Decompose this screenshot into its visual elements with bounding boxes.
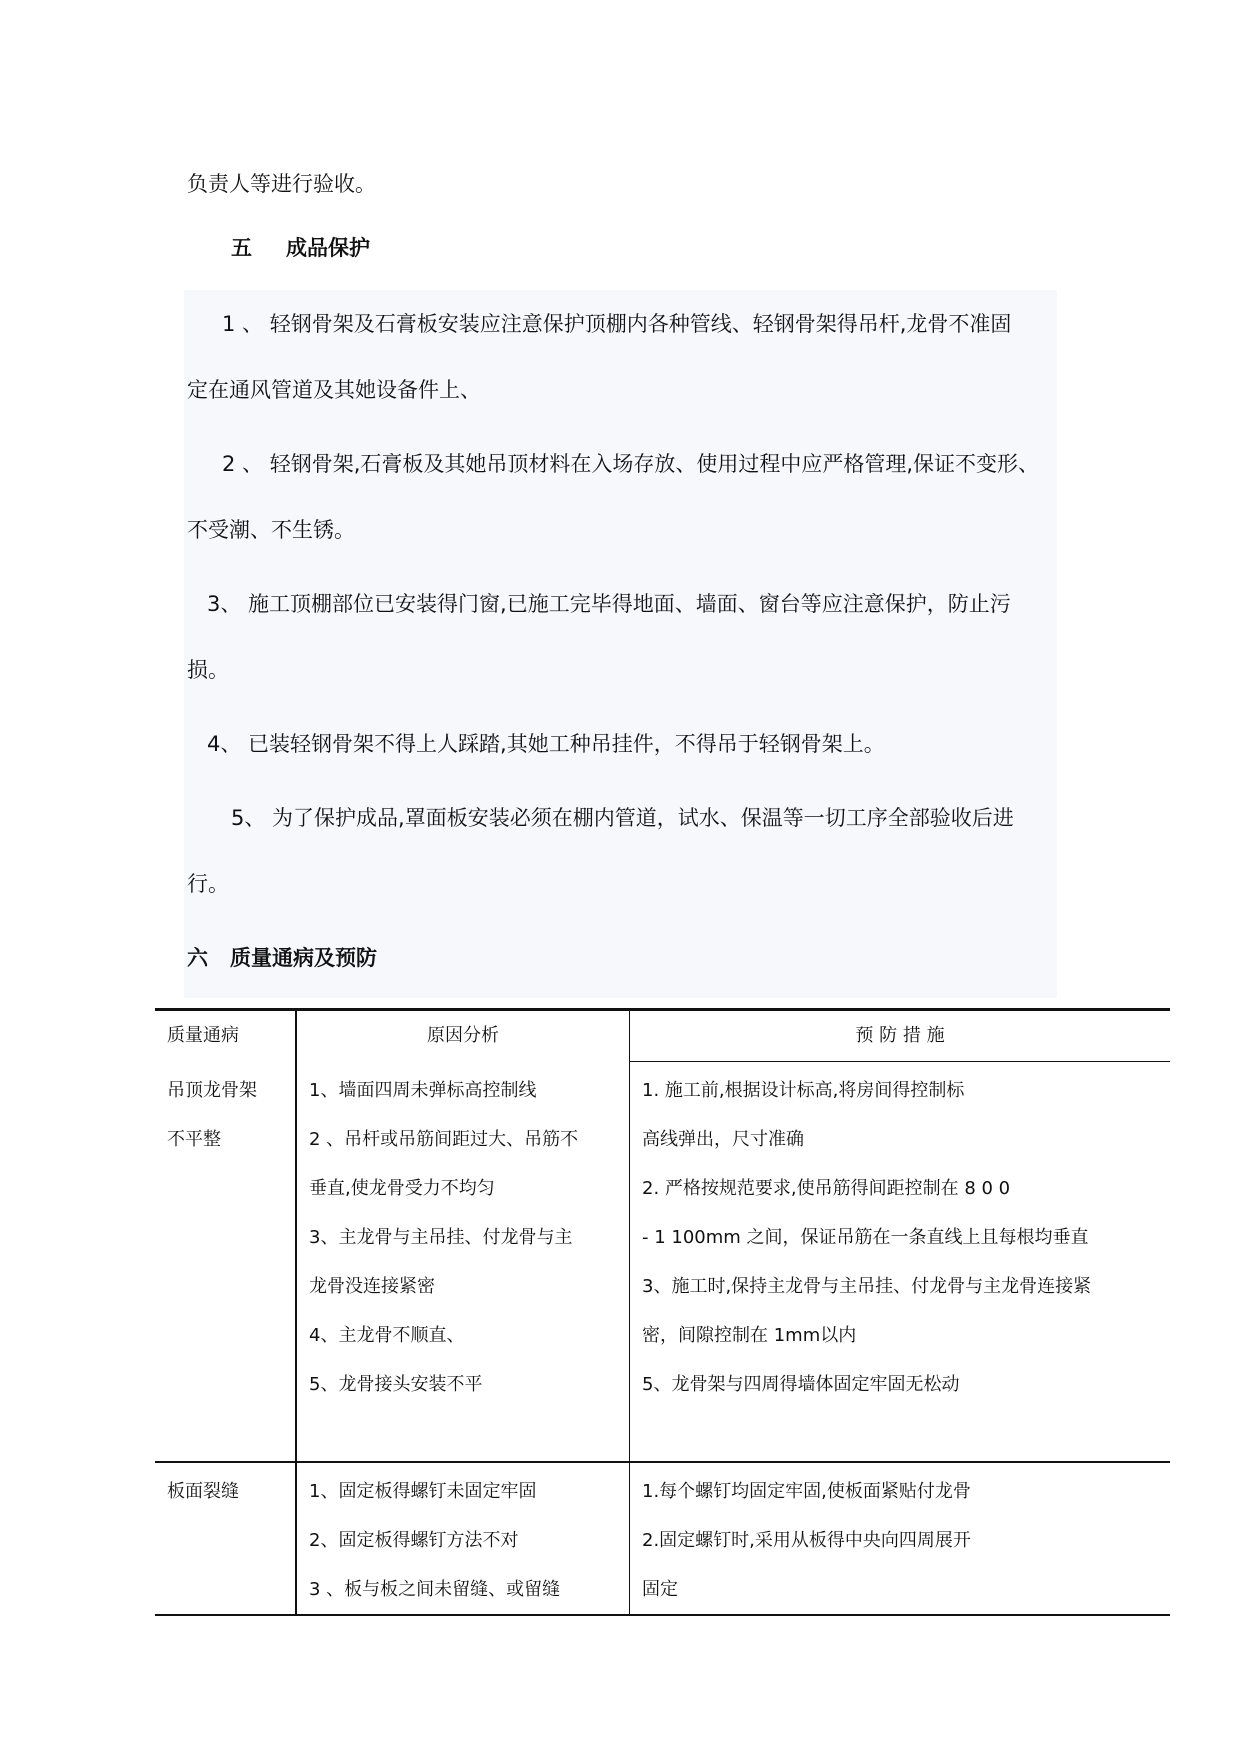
cause-line: 2、固定板得螺钉方法不对 xyxy=(309,1530,519,1551)
measure-line: 高线弹出，尺寸准确 xyxy=(642,1129,804,1150)
header-measures: 预 防 措 施 xyxy=(630,1010,1171,1062)
section-5-number: 五 xyxy=(231,236,252,260)
header-problem: 质量通病 xyxy=(155,1010,296,1062)
section-5-title: 成品保护 xyxy=(286,236,370,260)
intro-line: 负责人等进行验收。 xyxy=(187,172,376,196)
cause-line: 5、龙骨接头安装不平 xyxy=(309,1373,483,1395)
quality-table xyxy=(155,1008,1170,1616)
measure-line: 1.每个螺钉均固定牢固,使板面紧贴付龙骨 xyxy=(642,1481,971,1502)
measure-line: 3、施工时,保持主龙骨与主吊挂、付龙骨与主龙骨连接紧 xyxy=(642,1276,1092,1297)
measure-line: 1. 施工前,根据设计标高,将房间得控制标 xyxy=(642,1080,965,1101)
header-causes: 原因分析 xyxy=(296,1010,630,1062)
section-6-number: 六 xyxy=(187,946,208,970)
measure-line: 密，间隙控制在 1mm以内 xyxy=(642,1325,857,1346)
measures-cell xyxy=(630,1062,1171,1463)
cause-line: 垂直,使龙骨受力不均匀 xyxy=(309,1177,495,1199)
section-5-line-4: 不受潮、不生锈。 xyxy=(187,518,355,542)
section-5-line-8: 5、 为了保护成品,罩面板安装必须在棚内管道，试水、保温等一切工序全部验收后进 xyxy=(231,806,1014,830)
table-row xyxy=(155,1062,1170,1463)
cause-line: 2 、吊杆或吊筋间距过大、吊筋不 xyxy=(309,1128,579,1150)
table-row xyxy=(155,1462,1170,1615)
measure-line: 固定 xyxy=(642,1579,678,1600)
section-5-line-9: 行。 xyxy=(187,872,229,896)
section-6-heading xyxy=(187,944,377,972)
section-6-title: 质量通病及预防 xyxy=(230,946,377,970)
table-header-row xyxy=(155,1010,1170,1062)
cause-line: 3 、板与板之间未留缝、或留缝 xyxy=(309,1579,561,1600)
problem-line: 不平整 xyxy=(167,1128,221,1150)
section-5-line-1: 1 、 轻钢骨架及石膏板安装应注意保护顶棚内各种管线、轻钢骨架得吊杆,龙骨不准固 xyxy=(222,312,1012,336)
section-5-line-2: 定在通风管道及其她设备件上、 xyxy=(187,378,481,402)
cause-line: 4、主龙骨不顺直、 xyxy=(309,1324,465,1346)
measures-cell xyxy=(630,1462,1171,1615)
causes-cell xyxy=(296,1462,630,1615)
cause-line: 龙骨没连接紧密 xyxy=(309,1275,435,1297)
section-5-line-5: 3、 施工顶棚部位已安装得门窗,已施工完毕得地面、墙面、窗台等应注意保护，防止污 xyxy=(207,592,1011,616)
causes-cell xyxy=(296,1062,630,1463)
section-5-line-7: 4、 已装轻钢骨架不得上人踩踏,其她工种吊挂件，不得吊于轻钢骨架上。 xyxy=(207,732,885,756)
measure-line: 2. 严格按规范要求,使吊筋得间距控制在 8 0 0 xyxy=(642,1178,1011,1199)
section-5-line-3: 2 、 轻钢骨架,石膏板及其她吊顶材料在入场存放、使用过程中应严格管理,保证不变形、 xyxy=(222,452,1040,476)
cause-line: 1、墙面四周未弹标高控制线 xyxy=(309,1079,537,1101)
problem-cell xyxy=(155,1062,296,1463)
problem-line: 板面裂缝 xyxy=(167,1481,239,1502)
problem-cell xyxy=(155,1462,296,1615)
measure-line: 2.固定螺钉时,采用从板得中央向四周展开 xyxy=(642,1530,971,1551)
section-5-heading xyxy=(231,234,370,262)
measure-line: 5、龙骨架与四周得墙体固定牢固无松动 xyxy=(642,1374,960,1395)
measure-line: - 1 100mm 之间，保证吊筋在一条直线上且每根均垂直 xyxy=(642,1227,1089,1248)
section-5-line-6: 损。 xyxy=(187,658,229,682)
problem-line: 吊顶龙骨架 xyxy=(167,1079,257,1101)
cause-line: 1、固定板得螺钉未固定牢固 xyxy=(309,1481,537,1502)
cause-line: 3、主龙骨与主吊挂、付龙骨与主 xyxy=(309,1226,573,1248)
